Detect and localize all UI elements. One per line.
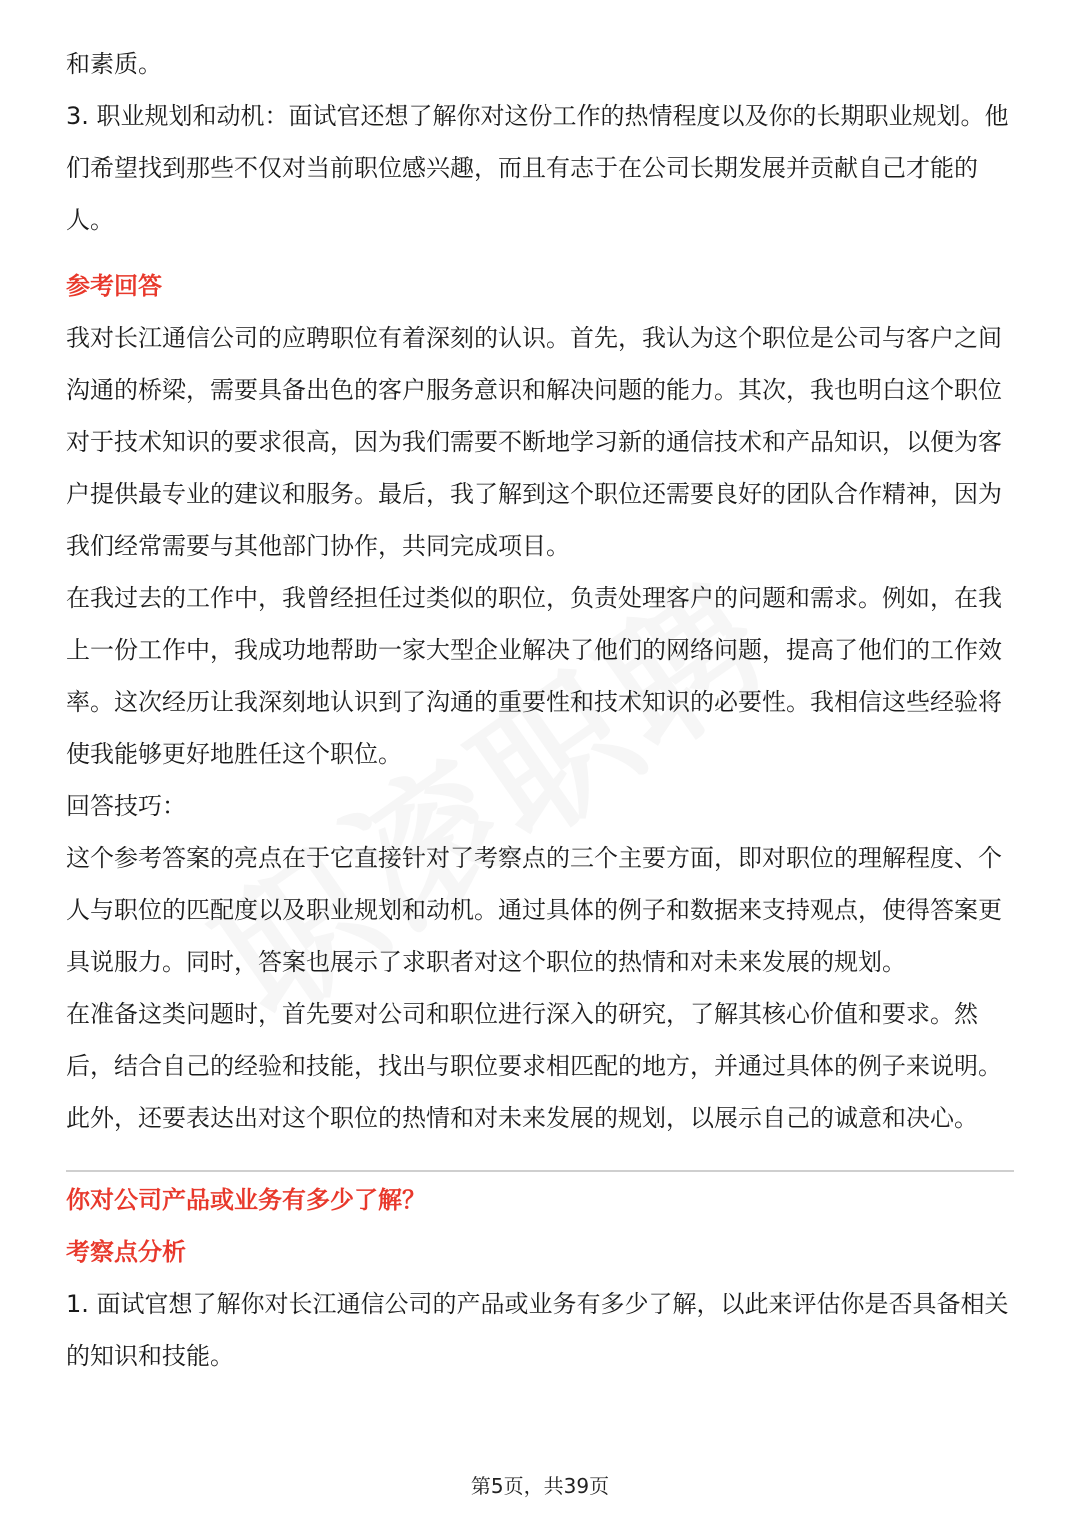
- tips-label: 回答技巧：: [66, 792, 186, 820]
- intro-point-3: 3. 职业规划和动机：面试官还想了解你对这份工作的热情程度以及你的长期职业规划。他们希望找到那些不仅对当前职位感兴趣，而且有志于在公司长期发展并贡献自己才能的人。: [66, 102, 1009, 234]
- tips-paragraph-2: 在准备这类问题时，首先要对公司和职位进行深入的研究，了解其核心价值和要求。然后，结合自己的经验和技能，找出与职位要求相匹配的地方，并通过具体的例子来说明。此外，还要表达出对这个职位的热情和对未来发展的规划，以展示自己的诚意和决心。: [66, 1000, 1002, 1132]
- answer-heading: 参考回答: [66, 272, 162, 300]
- tips-paragraph-1: 这个参考答案的亮点在于它直接针对了考察点的三个主要方面，即对职位的理解程度、个人与职位的匹配度以及职业规划和动机。通过具体的例子和数据来支持观点，使得答案更具说服力。同时，答案也展示了求职者对这个职位的热情和对未来发展的规划。: [66, 844, 1002, 976]
- section-divider: [66, 1170, 1014, 1172]
- intro-tail: 和素质。: [66, 50, 162, 78]
- page-number: 第5页，共39页: [470, 1474, 610, 1498]
- analysis-heading: 考察点分析: [66, 1238, 186, 1266]
- question-title: 你对公司产品或业务有多少了解？: [66, 1186, 426, 1214]
- analysis-point-1: 1. 面试官想了解你对长江通信公司的产品或业务有多少了解，以此来评估你是否具备相关的知识和技能。: [66, 1290, 1009, 1370]
- answer-paragraph-2: 在我过去的工作中，我曾经担任过类似的职位，负责处理客户的问题和需求。例如，在我上一份工作中，我成功地帮助一家大型企业解决了他们的网络问题，提高了他们的工作效率。这次经历让我深刻地认识到了沟通的重要性和技术知识的必要性。我相信这些经验将使我能够更好地胜任这个职位。: [66, 584, 1002, 768]
- answer-paragraph-1: 我对长江通信公司的应聘职位有着深刻的认识。首先，我认为这个职位是公司与客户之间沟通的桥梁，需要具备出色的客户服务意识和解决问题的能力。其次，我也明白这个职位对于技术知识的要求很高，因为我们需要不断地学习新的通信技术和产品知识，以便为客户提供最专业的建议和服务。最后，我了解到这个职位还需要良好的团队合作精神，因为我们经常需要与其他部门协作，共同完成项目。: [66, 324, 1002, 560]
- page-content: [66, 38, 1014, 1382]
